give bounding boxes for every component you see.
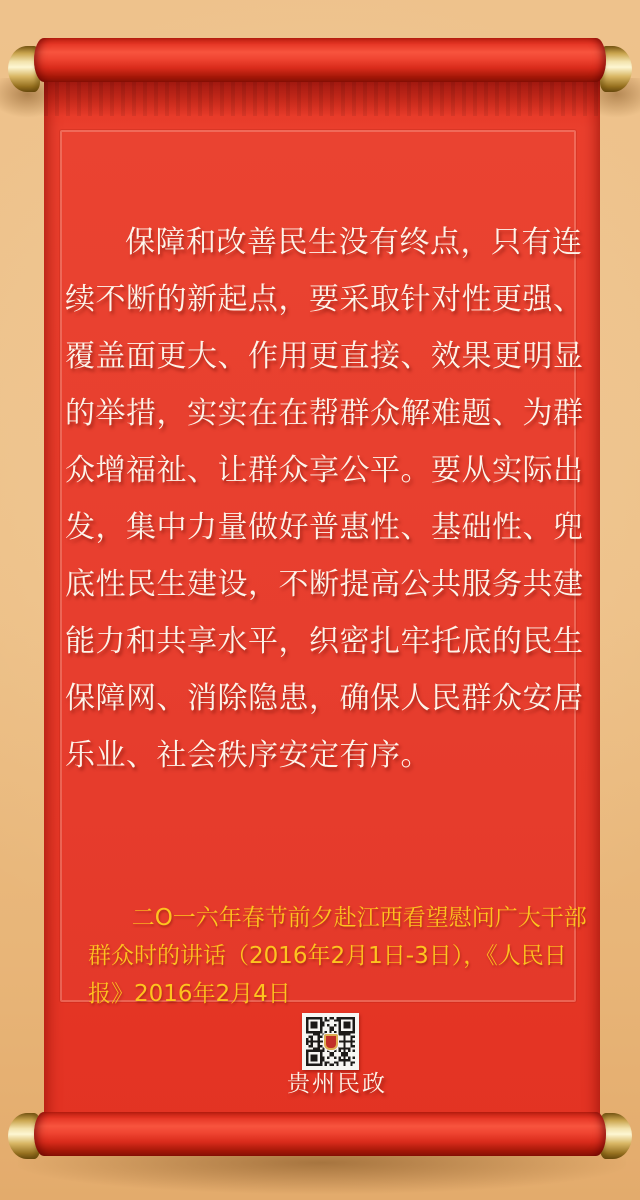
qr-code bbox=[302, 1013, 359, 1070]
quote-line: 底性民生建设，不断提高公共服务共建 bbox=[65, 567, 584, 602]
quote-text-block bbox=[65, 214, 584, 784]
quote-line: 的举措，实实在在帮群众解难题、为群 bbox=[65, 396, 584, 431]
top-roller-bar bbox=[34, 38, 606, 82]
quote-line: 能力和共享水平，织密扎牢托底的民生 bbox=[65, 624, 584, 659]
citation-line: 群众时的讲话（2016年2月1日-3日），《人民日 bbox=[88, 943, 567, 969]
roller-cast-shadow bbox=[44, 76, 600, 116]
citation-text-block bbox=[88, 899, 587, 1013]
quote-line: 覆盖面更大、作用更直接、效果更明显 bbox=[65, 339, 584, 374]
qr-center-emblem-icon bbox=[324, 1034, 338, 1050]
quote-line: 保障和改善民生没有终点，只有连 bbox=[125, 225, 583, 260]
quote-line: 续不断的新起点，要采取针对性更强、 bbox=[65, 282, 584, 317]
citation-line: 二O一六年春节前夕赴江西看望慰问广大干部 bbox=[131, 905, 587, 931]
bottom-roller-bar bbox=[34, 1112, 606, 1156]
quote-line: 乐业、社会秩序安定有序。 bbox=[65, 738, 431, 773]
quote-line: 保障网、消除隐患，确保人民群众安居 bbox=[65, 681, 584, 716]
citation-line: 报》2016年2月4日 bbox=[88, 981, 291, 1007]
quote-line: 发，集中力量做好普惠性、基础性、兜 bbox=[65, 510, 584, 545]
account-name-label: 贵州民政 bbox=[287, 1071, 387, 1097]
quote-line: 众增福祉、让群众享公平。要从实际出 bbox=[65, 453, 584, 488]
